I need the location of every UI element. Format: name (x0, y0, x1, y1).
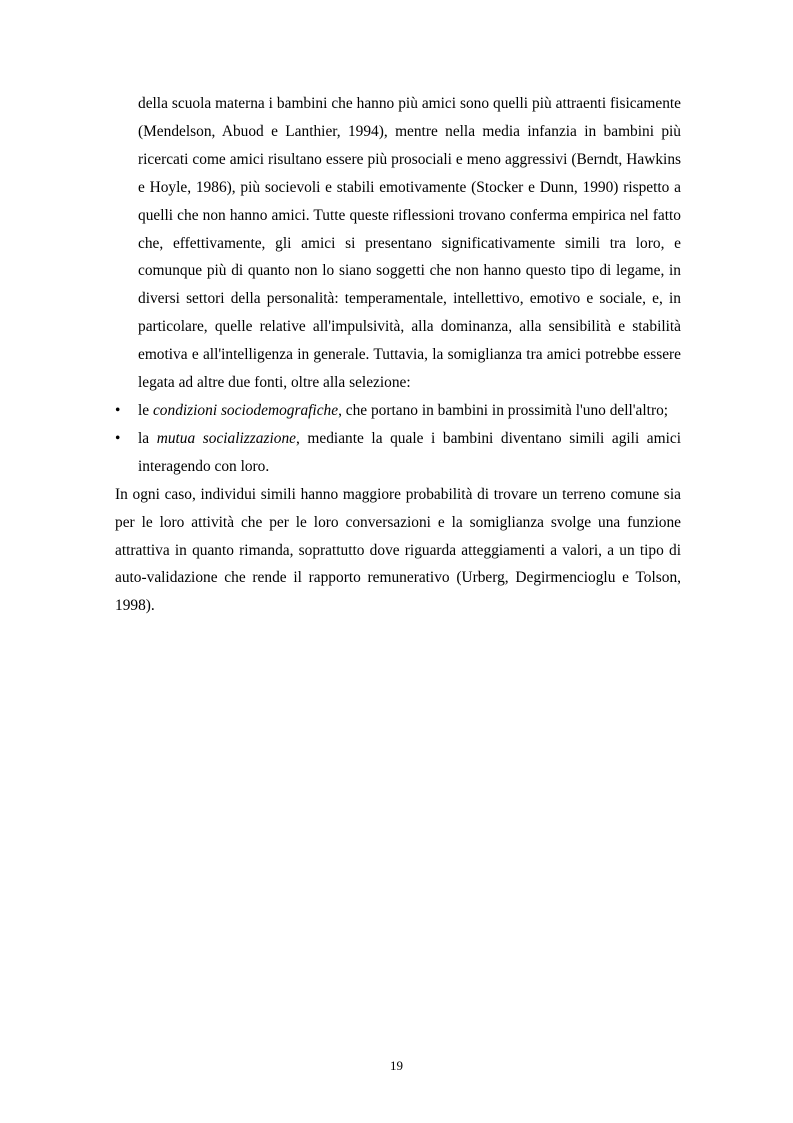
bullet-term: condizioni sociodemografiche (152, 401, 339, 419)
bullet-suffix: , mediante la quale i bambini diventano simili agili amici interagendo con loro. (138, 429, 681, 475)
bullet-prefix: le (138, 401, 153, 419)
bullet-item-mutual-socialization (115, 425, 681, 481)
continuation-paragraph: della scuola materna i bambini che hanno più amici sono quelli più attraenti fisicamente (Mendelson, Abuod e Lanthier, 1994), mentre nella media infanzia in bambini più ricercati come amici risultano essere più prosociali e meno aggressivi (Berndt, Hawkins e Hoyle, 1986), più socievoli e stabili emotivamente (Stocker e Dunn, 1990) rispetto a quelli che non hanno amici. Tutte queste riflessioni trovano conferma empirica nel fatto che, effettivamente, gli amici si presentano significativamente simili tra loro, e comunque più di quanto non lo siano soggetti che non hanno questo tipo di legame, in diversi settori della personalità: temperamentale, intellettivo, emotivo e sociale, e, in particolare, quelle relative all'impulsività, alla dominanza, alla sensibilità e stabilità emotiva e all'intelligenza in generale. Tuttavia, la somiglianza tra amici potrebbe essere legata ad altre due fonti, oltre alla selezione: (138, 95, 681, 392)
bullet-suffix: , che portano in bambini in prossimità l'uno dell'altro; (338, 401, 669, 419)
bullet-item-sociodemographic (115, 397, 681, 425)
page-number: 19 (390, 1058, 403, 1073)
bullet-prefix: la (138, 429, 157, 447)
bullet-term: mutua socializzazione (156, 429, 296, 447)
closing-paragraph: In ogni caso, individui simili hanno maggiore probabilità di trovare un terreno comune sia per le loro attività che per le loro conversazioni e la somiglianza svolge una funzione attrattiva in quanto rimanda, soprattutto dove riguarda atteggiamenti a valori, a un tipo di auto-validazione che rende il rapporto remunerativo (Urberg, Degirmencioglu e Tolson, 1998). (115, 485, 681, 615)
bullet-icon: • (115, 429, 121, 447)
bullet-list (115, 397, 681, 481)
body-text (115, 90, 681, 620)
bullet-icon: • (115, 401, 121, 419)
